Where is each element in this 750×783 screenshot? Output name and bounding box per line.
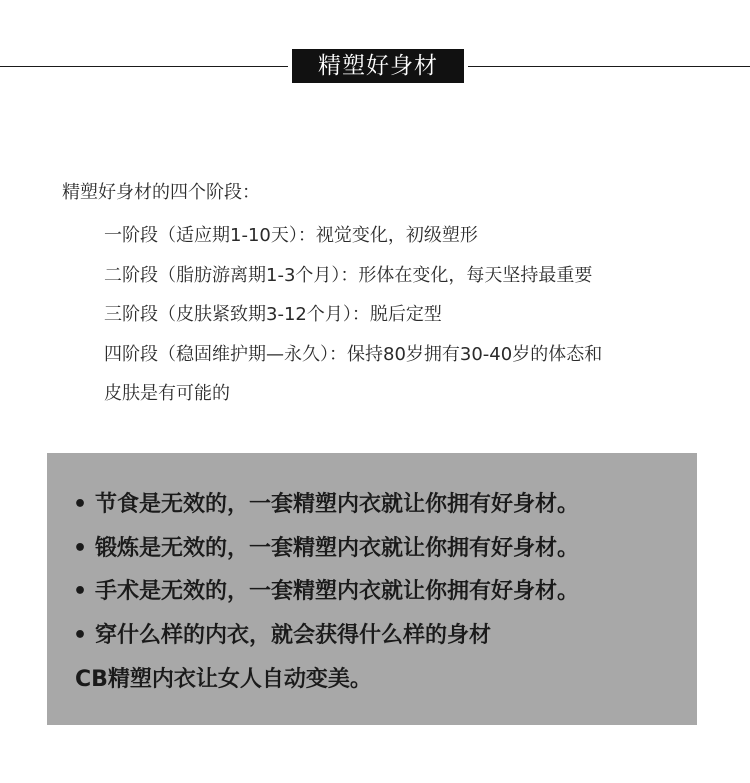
bullet-icon: • <box>73 535 88 561</box>
promo-item-4 <box>73 614 579 658</box>
promo-item-2 <box>73 527 579 571</box>
promo-list <box>73 483 579 657</box>
promo-item-1 <box>73 483 579 527</box>
promo-item-text: 穿什么样的内衣，就会获得什么样的身材 <box>95 622 492 648</box>
bullet-icon: • <box>73 579 88 604</box>
page-title: 精塑好身材 <box>292 49 464 83</box>
stage-line-4-continued: 皮肤是有可能的 <box>104 383 230 404</box>
promo-box <box>47 453 697 725</box>
promo-item-3 <box>73 570 579 614</box>
stages-section <box>62 176 722 414</box>
stage-line-3: 三阶段（皮肤紧致期3-12个月）：脱后定型 <box>104 304 442 325</box>
stage-line-1: 一阶段（适应期1-10天）：视觉变化，初级塑形 <box>104 225 478 246</box>
bullet-icon: • <box>73 492 88 517</box>
stages-heading: 精塑好身材的四个阶段： <box>62 182 260 203</box>
promo-item-text: 节食是无效的，一套精塑内衣就让你拥有好身材。 <box>95 492 580 517</box>
promo-item-text: 手术是无效的，一套精塑内衣就让你拥有好身材。 <box>95 579 580 604</box>
promo-item-text: 锻炼是无效的，一套精塑内衣就让你拥有好身材。 <box>95 535 580 561</box>
title-tag <box>288 47 468 85</box>
promo-tagline: CB精塑内衣让女人自动变美。 <box>75 667 372 692</box>
stage-list <box>62 216 722 414</box>
stage-line-4: 四阶段（稳固维护期—永久）：保持80岁拥有30-40岁的体态和 <box>104 343 603 365</box>
bullet-icon: • <box>73 622 88 648</box>
stage-line-2: 二阶段（脂肪游离期1-3个月）：形体在变化，每天坚持最重要 <box>104 264 593 286</box>
